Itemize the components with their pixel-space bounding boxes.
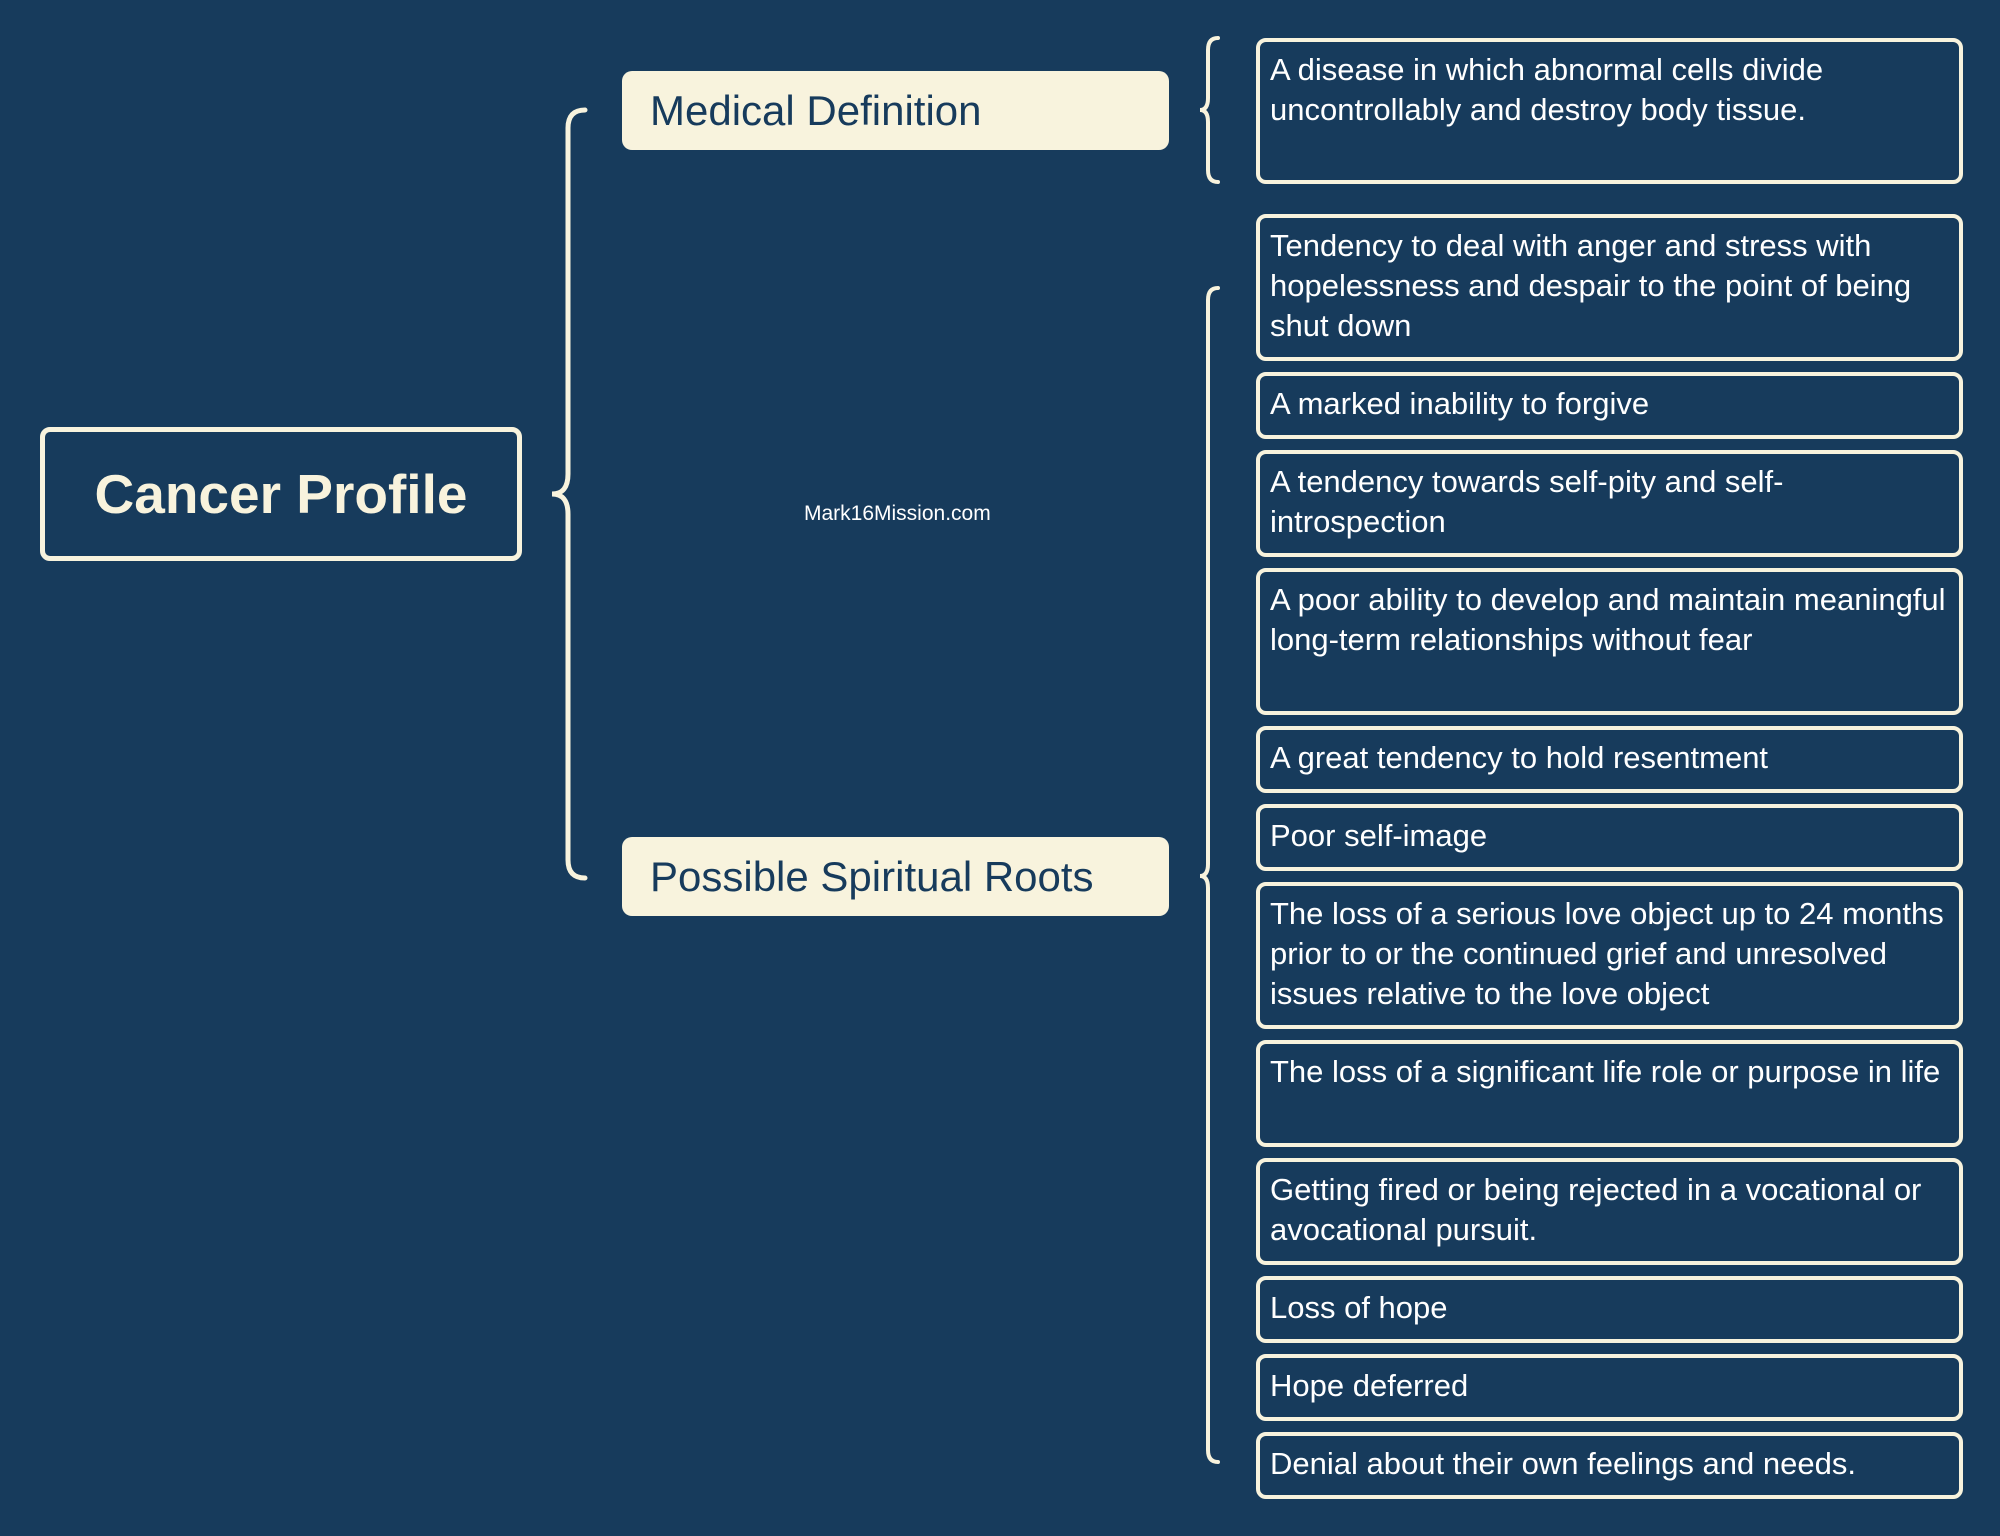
root-leaf: [1256, 214, 1963, 361]
root-leaf: [1256, 372, 1963, 439]
root-leaf: [1256, 1432, 1963, 1499]
root-leaf: [1256, 1158, 1963, 1265]
branch-possible-spiritual-roots: [622, 837, 1169, 916]
leaf-text: Hope deferred: [1270, 1368, 1469, 1403]
leaf-text: The loss of a serious love object up to 24 months prior to or the continued grief and unresolved issues relative to the love object: [1270, 896, 1944, 1011]
branch-label: Medical Definition: [650, 86, 982, 134]
leaf-text: Getting fired or being rejected in a vocational or avocational pursuit.: [1270, 1172, 1922, 1247]
root-brace: [552, 110, 585, 878]
root-leaf: [1256, 450, 1963, 557]
leaf-text: A poor ability to develop and maintain meaningful long-term relationships without fear: [1270, 582, 1946, 657]
branch-medical-definition: [622, 71, 1169, 150]
medical-definition-brace: [1200, 38, 1218, 182]
leaf-text: Poor self-image: [1270, 818, 1488, 853]
root-leaf: [1256, 1040, 1963, 1147]
root-leaf: [1256, 726, 1963, 793]
root-leaf: [1256, 568, 1963, 715]
leaf-text: The loss of a significant life role or purpose in life: [1270, 1054, 1941, 1089]
root-leaf: [1256, 1354, 1963, 1421]
leaf-text: A disease in which abnormal cells divide uncontrollably and destroy body tissue.: [1270, 52, 1824, 127]
root-node-cancer-profile: [40, 427, 522, 561]
root-leaf: [1256, 882, 1963, 1029]
leaf-text: Tendency to deal with anger and stress with hopelessness and despair to the point of being shut down: [1270, 228, 1912, 343]
leaf-text: Loss of hope: [1270, 1290, 1448, 1325]
branch-label: Possible Spiritual Roots: [650, 852, 1094, 900]
leaf-text: Denial about their own feelings and needs.: [1270, 1446, 1856, 1481]
definition-leaf: [1256, 38, 1963, 184]
root-leaf: [1256, 1276, 1963, 1343]
leaf-text: A tendency towards self-pity and self-introspection: [1270, 464, 1784, 539]
watermark: Mark16Mission.com: [804, 502, 991, 525]
root-leaf: [1256, 804, 1963, 871]
root-label: Cancer Profile: [94, 463, 468, 525]
leaf-text: A great tendency to hold resentment: [1270, 740, 1769, 775]
leaf-text: A marked inability to forgive: [1270, 386, 1650, 421]
spiritual-roots-brace: [1200, 288, 1218, 1462]
